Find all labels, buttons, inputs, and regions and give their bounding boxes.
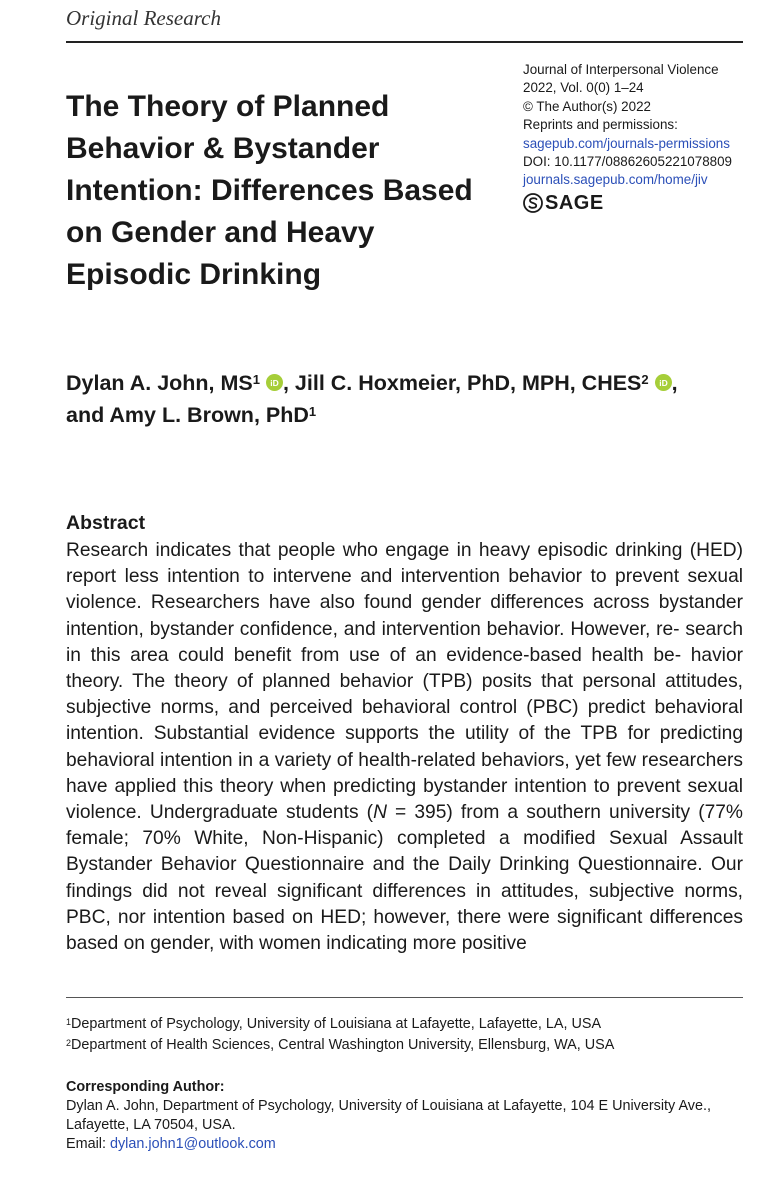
affiliation-text: Department of Psychology, University of Louisiana at Lafayette, Lafayette, LA, USA <box>71 1016 602 1032</box>
sage-logo-text: SAGE <box>545 191 604 214</box>
journal-name: Journal of Interpersonal Violence <box>523 62 719 77</box>
sample-size-symbol: N <box>373 802 387 824</box>
journal-homepage-link[interactable]: journals.sagepub.com/home/jiv <box>523 172 708 188</box>
section-label: Original Research <box>66 6 221 30</box>
affiliation-marker: 2 <box>641 372 649 387</box>
reprints-label: Reprints and permissions: <box>523 117 678 133</box>
author-separator: , <box>671 371 678 395</box>
corresponding-author-heading: Corresponding Author: <box>66 1079 225 1095</box>
corresponding-author-block <box>66 1078 756 1154</box>
abstract-text: = 395) from a southern university (77% female; 70% White, Non-Hispanic) completed a modified Sexual Assault Bystander Behavior Questionnaire and the Daily Drinking Questionnaire. Our findings did not reveal significant differences in attitudes, subjective norms, PBC, nor intention based on HED; however, there were significant differences based on gender, with women indicating more positive <box>66 802 743 955</box>
author-list <box>66 367 756 431</box>
sage-logo-icon <box>523 193 543 213</box>
corresponding-author-email-line <box>66 1135 756 1154</box>
orcid-icon[interactable] <box>655 374 672 391</box>
svg-text:iD: iD <box>270 377 279 388</box>
affiliation-marker: 1 <box>66 1017 72 1027</box>
author-name[interactable]: Amy L. Brown, PhD <box>109 403 309 427</box>
email-link[interactable]: dylan.john1@outlook.com <box>109 1136 276 1152</box>
sage-logo <box>523 192 753 214</box>
permissions-link[interactable]: sagepub.com/journals-permissions <box>523 135 730 151</box>
footnote-divider <box>66 997 743 998</box>
abstract-body <box>66 538 743 957</box>
affiliation-marker: 1 <box>308 404 317 419</box>
copyright-notice: © The Author(s) 2022 <box>523 98 651 114</box>
email-label: Email: <box>66 1136 110 1152</box>
article-title: The Theory of Planned Behavior & Bystander Intention: Differences Based on Gender and Heavy Episodic Drinking <box>66 90 473 291</box>
orcid-icon[interactable] <box>266 374 283 391</box>
journal-info-block <box>523 61 753 214</box>
corresponding-author-address: Dylan A. John, Department of Psychology, University of Louisiana at Lafayette, 104 E University Ave., Lafayette, LA 70504, USA. <box>66 1098 711 1133</box>
abstract-text: Research indicates that people who engage in heavy episodic drinking (HED) report less intention to intervene and intervention behavior to prevent sexual violence. Researchers have also found gender differences across bystander intention, bystander confidence, and intervention behavior. However, re- search in this area could benefit from use of an evidence-based health be- havior theory. The theory of planned behavior (TPB) posits that personal attitudes, subjective norms, and perceived behavioral control (PBC) predict behavioral intention. Substantial evidence supports the utility of the TPB for predicting behavioral intention in a variety of health-related behaviors, yet few researchers have applied this theory when predicting bystander intention to prevent sexual violence. Undergraduate students ( <box>66 540 743 824</box>
doi[interactable]: DOI: 10.1177/08862605221078809 <box>523 154 732 170</box>
affiliation-marker: 2 <box>66 1038 72 1048</box>
author-conjunction: and <box>66 403 110 427</box>
author-name[interactable]: Jill C. Hoxmeier, PhD, MPH, CHES <box>294 371 642 395</box>
abstract-heading: Abstract <box>66 512 146 534</box>
header-divider <box>66 41 743 43</box>
svg-text:iD: iD <box>658 377 668 388</box>
affiliation-marker: 1 <box>252 372 260 387</box>
author-separator: , <box>282 371 295 395</box>
affiliation-item <box>66 1014 743 1035</box>
affiliation-item <box>66 1035 743 1056</box>
affiliation-text: Department of Health Sciences, Central Washington University, Ellensburg, WA, USA <box>71 1037 615 1053</box>
affiliations-block <box>66 1014 743 1056</box>
journal-volume: 2022, Vol. 0(0) 1–24 <box>523 80 644 96</box>
author-name[interactable]: Dylan A. John, MS <box>66 371 253 395</box>
